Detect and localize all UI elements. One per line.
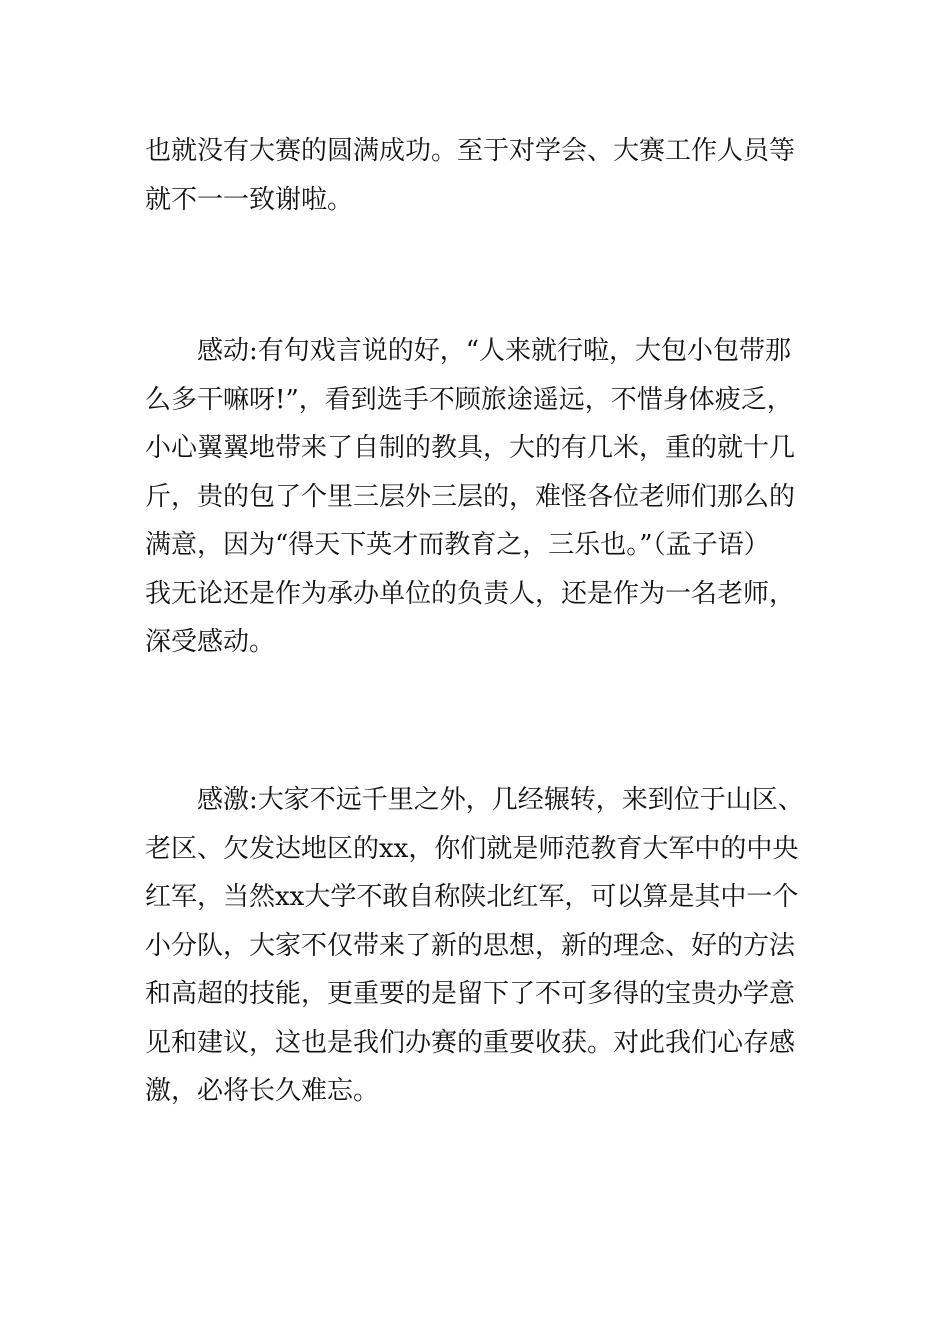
text-line: 见和建议，这也是我们办赛的重要收获。对此我们心存感 — [145, 1027, 796, 1058]
text-line: 和高超的技能，更重要的是留下了不可多得的宝贵办学意 — [145, 979, 796, 1009]
text-line: 也就没有大赛的圆满成功。至于对学会、大赛工作人员等 — [145, 136, 796, 166]
text-line: 小分队，大家不仅带来了新的思想，新的理念、好的方法 — [145, 930, 796, 961]
text-line: 我无论还是作为承办单位的负责人，还是作为一名老师， — [145, 578, 796, 609]
text-line: 深受感动。 — [145, 627, 276, 657]
text-line: 红军，当然xx大学不敢自称陕北红军，可以算是其中一个 — [145, 882, 799, 912]
text-line: 满意，因为“得天下英才而教育之，三乐也。”（孟子语） — [145, 530, 770, 560]
text-line: 老区、欠发达地区的xx，你们就是师范教育大军中的中央 — [145, 833, 799, 864]
text-line: 激，必将长久难忘。 — [145, 1076, 380, 1106]
text-line: 小心翼翼地带来了自制的教具，大的有几米，重的就十几 — [145, 433, 796, 463]
text-line: 就不一一致谢啦。 — [145, 184, 354, 215]
paragraph-continuation — [145, 127, 809, 224]
text-line: 感激:大家不远千里之外，几经辗转，来到位于山区、 — [197, 785, 804, 815]
text-line: 斤，贵的包了个里三层外三层的，难怪各位老师们那么的 — [145, 481, 796, 512]
paragraph-ganji — [145, 776, 809, 1116]
text-line: 感动:有句戏言说的好，“人来就行啦，大包小包带那 — [197, 336, 792, 366]
text-line: 么多干嘛呀!”，看到选手不顾旅途遥远，不惜身体疲乏， — [145, 384, 793, 415]
paragraph-gandong — [145, 327, 809, 667]
